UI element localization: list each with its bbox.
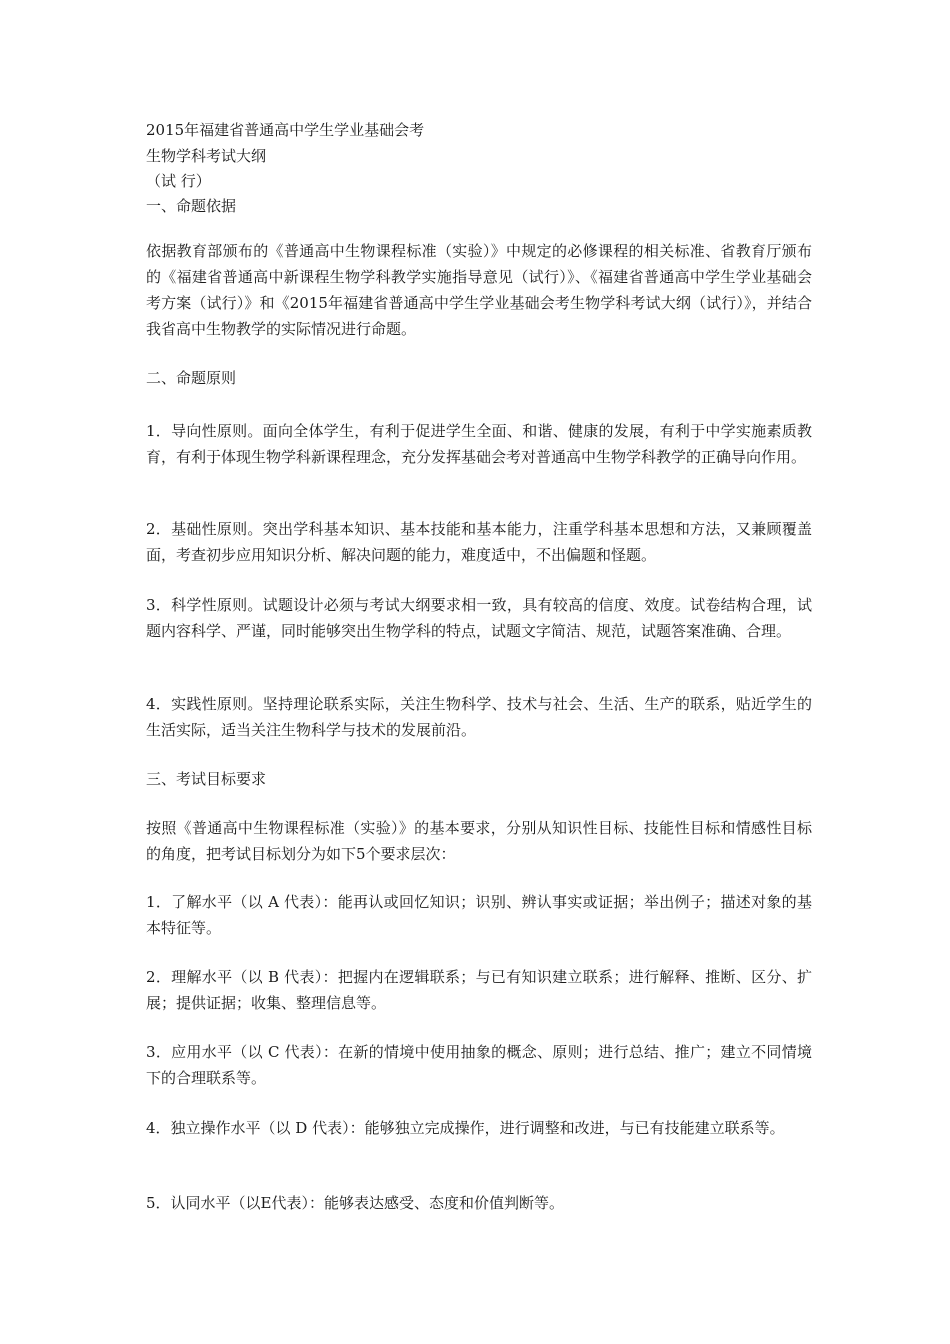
paragraph-objectives-intro: 按照《普通高中生物课程标准（实验）》的基本要求，分别从知识性目标、技能性目标和情感性目标的角度，把考试目标划分为如下5个要求层次： xyxy=(146,819,812,863)
paragraph-level-d: 4．独立操作水平（以 D 代表）：能够独立完成操作，进行调整和改进，与已有技能建立联系等。 xyxy=(146,1119,785,1137)
section-heading-objectives: 三、考试目标要求 xyxy=(146,770,267,788)
section-heading-basis: 一、命题依据 xyxy=(146,197,237,215)
paragraph-principle-4: 4．实践性原则。坚持理论联系实际，关注生物科学、技术与社会、生活、生产的联系，贴近学生的生活实际，适当关注生物科学与技术的发展前沿。 xyxy=(146,695,812,739)
paragraph-basis: 依据教育部颁布的《普通高中生物课程标准（实验）》中规定的必修课程的相关标准、省教育厅颁布的《福建省普通高中新课程生物学科教学实施指导意见（试行）》、《福建省普通高中学生学业基础会考方案（试行）》和《2015年福建省普通高中学生学业基础会考生物学科考试大纲（试行）》，并结合我省高中生物教学的实际情况进行命题。 xyxy=(146,242,812,338)
paragraph-level-e: 5．认同水平（以E代表）：能够表达感受、态度和价值判断等。 xyxy=(146,1194,564,1212)
section-heading-principles: 二、命题原则 xyxy=(146,369,237,387)
paragraph-principle-1: 1．导向性原则。面向全体学生，有利于促进学生全面、和谐、健康的发展，有利于中学实施素质教育，有利于体现生物学科新课程理念，充分发挥基础会考对普通高中生物学科教学的正确导向作用。 xyxy=(146,422,812,466)
paragraph-level-a: 1．了解水平（以 A 代表）：能再认或回忆知识；识别、辨认事实或证据；举出例子；描述对象的基本特征等。 xyxy=(146,893,812,937)
document-subtitle: 生物学科考试大纲 xyxy=(146,147,267,165)
document-title: 2015年福建省普通高中学生学业基础会考 xyxy=(146,121,425,139)
paragraph-level-c: 3．应用水平（以 C 代表）：在新的情境中使用抽象的概念、原则；进行总结、推广；建立不同情境下的合理联系等。 xyxy=(146,1043,812,1087)
document-trial-label: （试 行） xyxy=(146,172,211,190)
paragraph-level-b: 2．理解水平（以 B 代表）：把握内在逻辑联系；与已有知识建立联系；进行解释、推断、区分、扩展；提供证据；收集、整理信息等。 xyxy=(146,968,812,1012)
paragraph-principle-3: 3．科学性原则。试题设计必须与考试大纲要求相一致，具有较高的信度、效度。试卷结构合理，试题内容科学、严谨，同时能够突出生物学科的特点，试题文字简洁、规范，试题答案准确、合理。 xyxy=(146,596,812,640)
paragraph-principle-2: 2．基础性原则。突出学科基本知识、基本技能和基本能力，注重学科基本思想和方法，又兼顾覆盖面，考查初步应用知识分析、解决问题的能力，难度适中，不出偏题和怪题。 xyxy=(146,520,812,564)
